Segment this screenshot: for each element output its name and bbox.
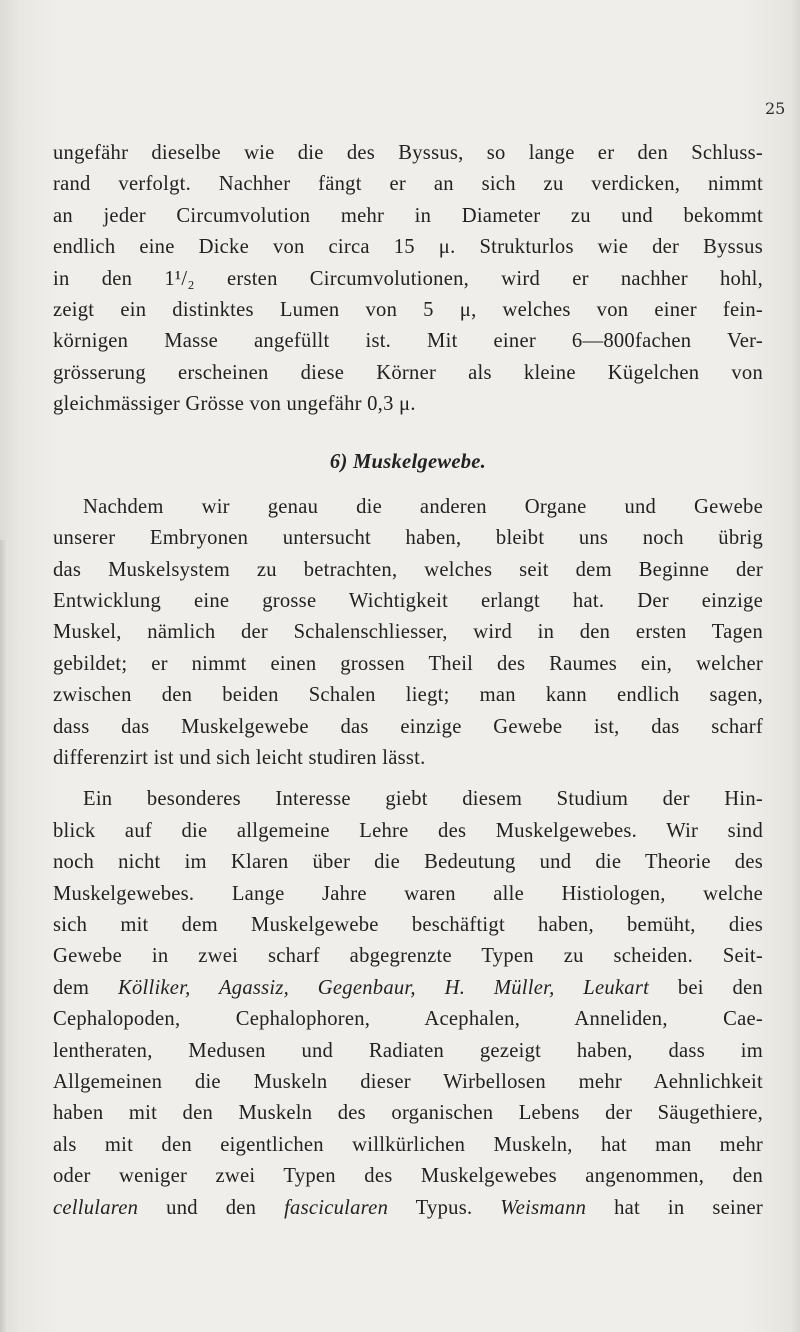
paragraph-3 [53,784,763,1223]
text-line: lentheraten, Medusen und Radiaten gezeigt haben, dass im [53,1039,763,1062]
text-line: blick auf die allgemeine Lehre des Muskelgewebes. Wir sind [53,819,763,842]
paragraph-1 [53,138,763,421]
text-run: bei den [649,976,763,999]
text-line: gebildet; er nimmt einen grossen Theil des Raumes ein, welcher [53,652,763,675]
text-line: das Muskelsystem zu betrachten, welches seit dem Beginne der [53,558,763,581]
text-line: Entwicklung eine grosse Wichtigkeit erlangt hat. Der einzige [53,590,763,613]
spacer [53,421,763,447]
text-line: unserer Embryonen untersucht haben, bleibt uns noch übrig [53,527,763,550]
text-line [53,1193,763,1224]
author-names: Kölliker, Agassiz, Gegenbaur, H. Müller, Leukart [117,976,650,999]
text-run: dem [53,976,118,999]
text-line: rand verfolgt. Nachher fängt er an sich zu verdicken, nimmt [53,173,763,196]
text-line: gleichmässiger Grösse von ungefähr 0,3 μ. [53,393,416,416]
text-line: an jeder Circumvolution mehr in Diameter zu und bekommt [53,204,763,227]
author-name: Weismann [500,1196,587,1219]
text-line: differenzirt ist und sich leicht studiren lässt. [53,747,426,770]
text-line: körnigen Masse angefüllt ist. Mit einer 6—800fachen Ver- [53,330,763,353]
text-line: Gewebe in zwei scharf abgegrenzte Typen zu scheiden. Seit- [53,945,763,968]
text-line: oder weniger zwei Typen des Muskelgewebes angenommen, den [53,1165,763,1188]
text-line: zeigt ein distinktes Lumen von 5 μ, welches von einer fein- [53,298,763,321]
text-line: Muskelgewebes. Lange Jahre waren alle Histiologen, welche [53,882,763,905]
text-run: und den [138,1196,285,1219]
text-line: Cephalopoden, Cephalophoren, Acephalen, Anneliden, Cae- [53,1008,763,1031]
section-heading: 6) Muskelgewebe. [329,450,487,473]
page-number: 25 [765,99,786,118]
body-text [53,138,763,1224]
text-line: Muskel, nämlich der Schalenschliesser, wird in den ersten Tagen [53,621,763,644]
paragraph-2 [53,492,763,775]
page-edge-shadow [0,540,8,1332]
text-line [53,973,763,1004]
spacer [53,478,763,492]
text-line: Allgemeinen die Muskeln dieser Wirbellosen mehr Aehnlichkeit [53,1070,763,1093]
text-line: sich mit dem Muskelgewebe beschäftigt haben, bemüht, dies [53,913,763,936]
text-line: Nachdem wir genau die anderen Organe und Gewebe [83,495,763,518]
text-line: ungefähr dieselbe wie die des Byssus, so lange er den Schluss- [53,142,763,164]
text-line: in den 1¹/₂ ersten Circumvolutionen, wird er nachher hohl, [53,267,763,290]
spacer [53,774,763,784]
italic-term: cellularen [53,1196,139,1219]
text-line: als mit den eigentlichen willkürlichen Muskeln, hat man mehr [53,1133,763,1156]
text-line: zwischen den beiden Schalen liegt; man kann endlich sagen, [53,684,763,707]
text-run: hat in seiner [586,1196,763,1219]
text-line: haben mit den Muskeln des organischen Lebens der Säugethiere, [53,1102,763,1125]
text-run: Typus. [388,1196,501,1219]
italic-term: fascicularen [284,1196,389,1219]
text-line: Ein besonderes Interesse giebt diesem Studium der Hin- [83,788,763,811]
text-line: noch nicht im Klaren über die Bedeutung und die Theorie des [53,851,763,874]
text-line: dass das Muskelgewebe das einzige Gewebe ist, das scharf [53,715,763,738]
text-line: grösserung erscheinen diese Körner als kleine Kügelchen von [53,361,763,384]
text-line: endlich eine Dicke von circa 15 μ. Strukturlos wie der Byssus [53,236,763,259]
